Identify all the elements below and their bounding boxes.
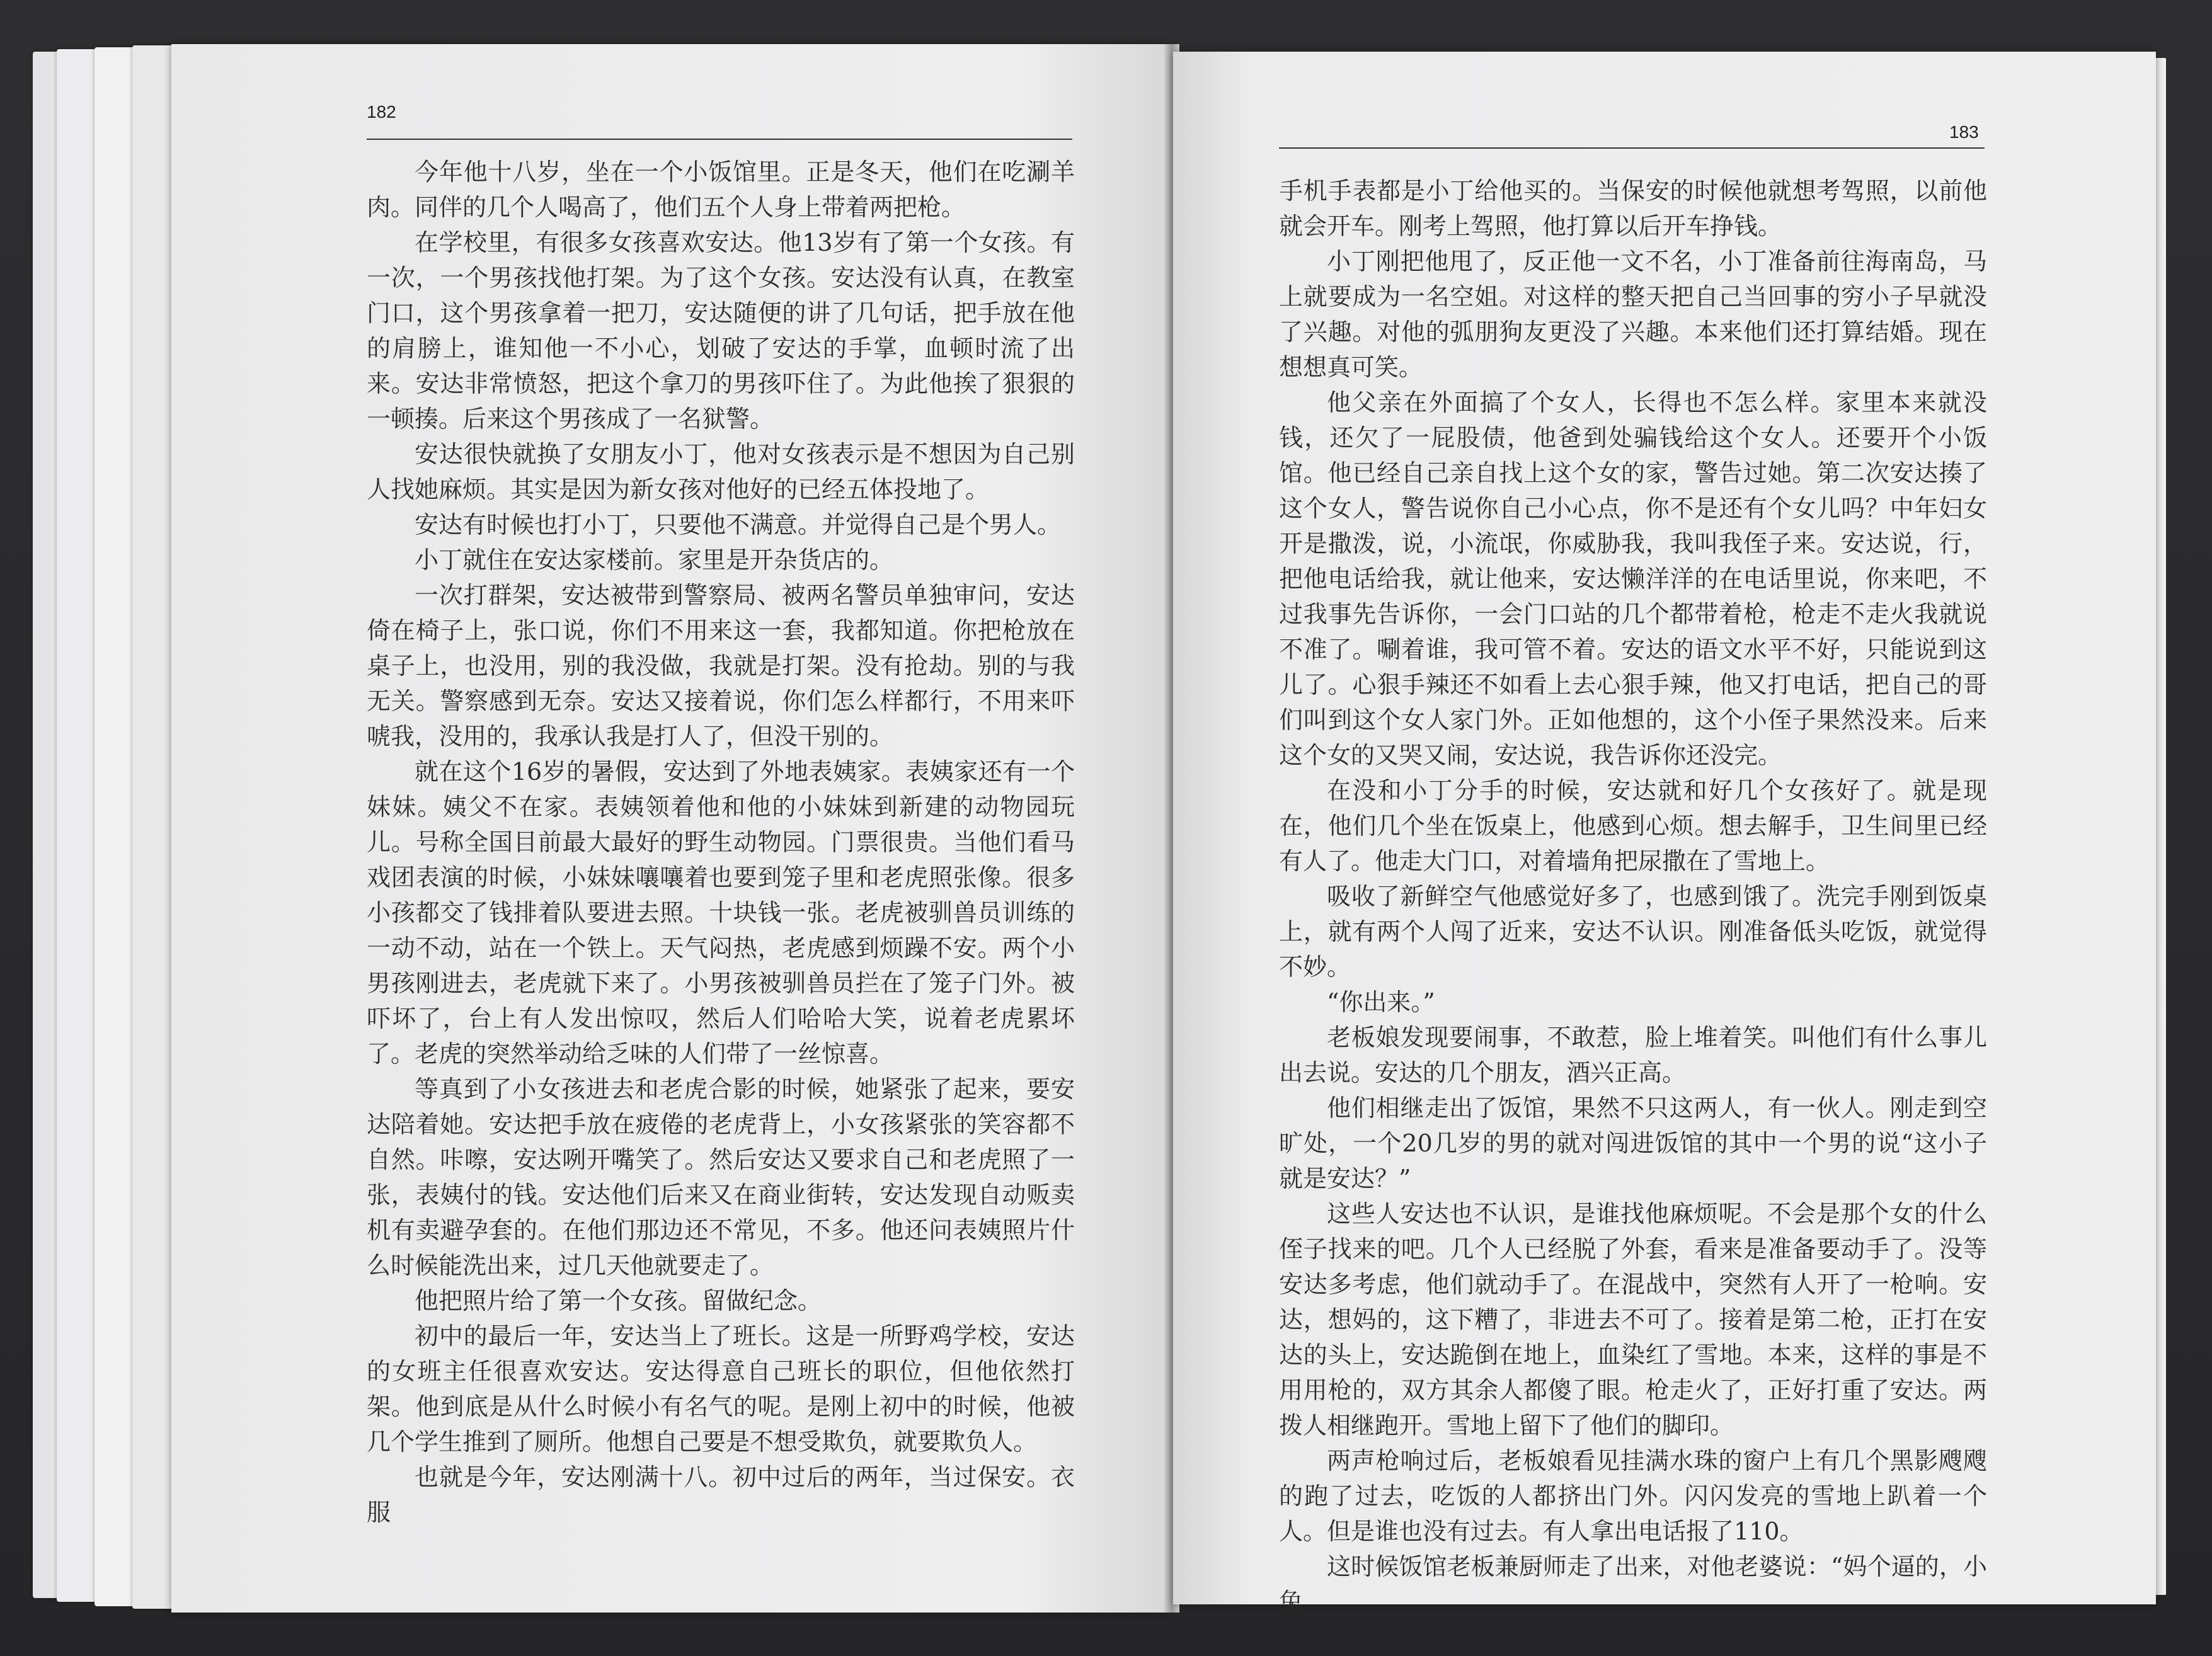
left-page xyxy=(171,44,1168,1613)
paragraph: 小丁就住在安达家楼前。家里是开杂货店的。 xyxy=(415,546,894,574)
page-number: 183 xyxy=(1949,122,1979,142)
paragraph: 就在这个16岁的暑假，安达到了外地表姨家。表姨家还有一个妹妹。姨父不在家。表姨领着他和他的小妹妹到新建的动物园玩儿。号称全国目前最大最好的野生动物园。门票很贵。当他们看马戏团表演的时候，小妹妹嚷嚷着也要到笼子里和老虎照张像。很多小孩都交了钱排着队要进去照。十块钱一张。老虎被驯兽员训练的一动不动，站在一个铁上。天气闷热，老虎感到烦躁不安。两个小男孩刚进去，老虎就下来了。小男孩被驯兽员拦在了笼子门外。被吓坏了，台上有人发出惊叹，然后人们哈哈大笑，说着老虎累坏了。老虎的突然举动给乏味的人们带了一丝惊喜。 xyxy=(367,758,1075,1068)
paragraph: 等真到了小女孩进去和老虎合影的时候，她紧张了起来，要安达陪着她。安达把手放在疲倦的老虎背上，小女孩紧张的笑容都不自然。咔嚓，安达咧开嘴笑了。然后安达又要求自己和老虎照了一张，表姨付的钱。安达他们后来又在商业街转，安达发现自动贩卖机有卖避孕套的。在他们那边还不常见，不多。他还问表姨照片什么时候能洗出来，过几天他就要走了。 xyxy=(367,1075,1075,1279)
paragraph: 他把照片给了第一个女孩。留做纪念。 xyxy=(415,1287,822,1315)
paragraph: 他父亲在外面搞了个女人，长得也不怎么样。家里本来就没钱，还欠了一屁股债，他爸到处骗钱给这个女人。还要开个小饭馆。他已经自己亲自找上这个女的家，警告过她。第二次安达揍了这个女人，警告说你自己小心点，你不是还有个女儿吗？中年妇女开是撒泼，说，小流氓，你威胁我，我叫我侄子来。安达说，行，把他电话给我，就让他来，安达懒洋洋的在电话里说，你来吧，不过我事先告诉你，一会门口站的几个都带着枪，枪走不走火我就说不准了。唰着谁，我可管不着。安达的语文水平不好，只能说到这儿了。心狠手辣还不如看上去心狠手辣，他又打电话，把自己的哥们叫到这个女人家门外。正如他想的，这个小侄子果然没来。后来这个女的又哭又闹，安达说，我告诉你还没完。 xyxy=(1279,389,1987,769)
paragraph: 安达很快就换了女朋友小丁，他对女孩表示是不想因为自己别人找她麻烦。其实是因为新女孩对他好的已经五体投地了。 xyxy=(367,440,1075,503)
paragraph: 初中的最后一年，安达当上了班长。这是一所野鸡学校，安达的女班主任很喜欢安达。安达得意自己班长的职位，但他依然打架。他到底是从什么时候小有名气的呢。是刚上初中的时候，他被几个学生推到了厕所。他想自己要是不想受欺负，就要欺负人。 xyxy=(367,1322,1075,1456)
paragraph: 小丁刚把他甩了，反正他一文不名，小丁准备前往海南岛，马上就要成为一名空姐。对这样的整天把自己当回事的穷小子早就没了兴趣。对他的弧朋狗友更没了兴趣。本来他们还打算结婚。现在想想真可笑。 xyxy=(1279,248,1987,381)
paragraph: 在没和小丁分手的时候，安达就和好几个女孩好了。就是现在，他们几个坐在饭桌上，他感到心烦。想去解手，卫生间里已经有人了。他走大门口，对着墙角把尿撒在了雪地上。 xyxy=(1279,777,1987,875)
paragraph: 这些人安达也不认识，是谁找他麻烦呢。不会是那个女的什么侄子找来的吧。几个人已经脱了外套，看来是准备要动手了。没等安达多考虑，他们就动手了。在混战中，突然有人开了一枪响。安达，想妈的，这下糟了，非进去不可了。接着是第二枪，正打在安达的头上，安达跪倒在地上，血染红了雪地。本来，这样的事是不用用枪的，双方其余人都傻了眼。枪走火了，正好打重了安达。两拨人相继跑开。雪地上留下了他们的脚印。 xyxy=(1279,1200,1987,1439)
paragraph: 两声枪响过后，老板娘看见挂满水珠的窗户上有几个黑影飕飕的跑了过去，吃饭的人都挤出门外。闪闪发亮的雪地上趴着一个人。但是谁也没有过去。有人拿出电话报了110。 xyxy=(1279,1447,1987,1545)
paragraph: 今年他十八岁，坐在一个小饭馆里。正是冬天，他们在吃涮羊肉。同伴的几个人喝高了，他们五个人身上带着两把枪。 xyxy=(367,158,1075,221)
paragraph: 他们相继走出了饭馆，果然不只这两人，有一伙人。刚走到空旷处，一个20几岁的男的就对闯进饭馆的其中一个男的说“这小子就是安达？” xyxy=(1279,1094,1987,1192)
header-rule xyxy=(367,139,1072,140)
paragraph: 安达有时候也打小丁，只要他不满意。并觉得自己是个男人。 xyxy=(415,511,1062,539)
left-page-body xyxy=(367,154,1075,1530)
paragraph: 也就是今年，安达刚满十八。初中过后的两年，当过保安。衣服 xyxy=(367,1463,1075,1526)
paragraph: 手机手表都是小丁给他买的。当保安的时候他就想考驾照，以前他就会开车。刚考上驾照，他打算以后开车挣钱。 xyxy=(1279,177,1987,240)
paragraph: 这时候饭馆老板兼厨师走了出来，对他老婆说：“妈个逼的，小兔 xyxy=(1279,1553,1987,1616)
paragraph: “你出来。” xyxy=(1327,988,1435,1016)
right-page-body xyxy=(1279,173,1987,1619)
paragraph: 吸收了新鲜空气他感觉好多了，也感到饿了。洗完手刚到饭桌上，就有两个人闯了近来，安达不认识。刚准备低头吃饭，就觉得不妙。 xyxy=(1279,882,1987,981)
page-number: 182 xyxy=(367,102,396,122)
paragraph: 在学校里，有很多女孩喜欢安达。他13岁有了第一个女孩。有一次，一个男孩找他打架。为了这个女孩。安达没有认真，在教室门口，这个男孩拿着一把刀，安达随便的讲了几句话，把手放在他的肩膀上，谁知他一不小心，划破了安达的手掌，血顿时流了出来。安达非常愤怒，把这个拿刀的男孩吓住了。为此他挨了狠狠的一顿揍。后来这个男孩成了一名狱警。 xyxy=(367,229,1075,433)
header-rule xyxy=(1279,147,1985,149)
paragraph: 老板娘发现要闹事，不敢惹，脸上堆着笑。叫他们有什么事儿出去说。安达的几个朋友，酒兴正高。 xyxy=(1279,1024,1987,1087)
paragraph: 一次打群架，安达被带到警察局、被两名警员单独审问，安达倚在椅子上，张口说，你们不用来这一套，我都知道。你把枪放在桌子上，也没用，别的我没做，我就是打架。没有抢劫。别的与我无关。警察感到无奈。安达又接着说，你们怎么样都行，不用来吓唬我，没用的，我承认我是打人了，但没干别的。 xyxy=(367,581,1075,750)
right-page xyxy=(1173,52,2156,1616)
